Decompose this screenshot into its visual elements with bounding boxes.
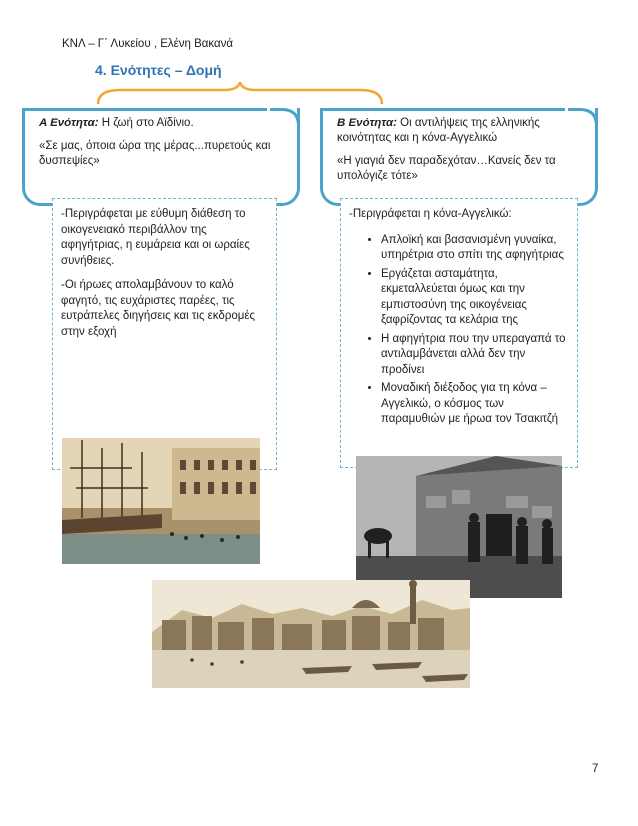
village-women-photo	[356, 456, 562, 598]
town-panorama-engraving	[152, 580, 470, 688]
unit-b-heading	[337, 116, 585, 146]
unit-a-description-box	[52, 198, 277, 470]
unit-a-quote: «Σε μας, όποια ώρα της μέρας...πυρετούς και δυσπεψίες»	[39, 140, 271, 167]
unit-a-corner-arc	[270, 108, 302, 138]
unit-a-heading	[39, 116, 287, 131]
unit-a-title: Η ζωή στο Αϊδίνιο.	[98, 117, 194, 129]
unit-b-label: Β Ενότητα:	[337, 117, 397, 129]
unit-b-description-box	[340, 198, 578, 468]
section-title: 4. Ενότητες – Δομή	[95, 62, 222, 78]
unit-b-box	[320, 108, 598, 206]
unit-b-desc-intro: -Περιγράφεται η κόνα-Αγγελικώ:	[349, 208, 512, 220]
unit-b-corner-arc	[568, 108, 600, 138]
unit-b-title: Οι αντιλήψεις της ελληνικής κοινότητας και η κόνα-Αγγελικώ	[337, 117, 540, 144]
unit-a-desc-1: -Περιγράφεται με εύθυμη διάθεση το οικογενειακό περιβάλλον της αφηγήτριας, η ευμάρεια και οι ωραίες συνήθειες.	[61, 208, 250, 267]
list-item: • Εργάζεται ασταμάτητα, εκμεταλλεύεται όμως και την εμπιστοσύνη της οικογένειας ξαφρίζοντας τα κελάρια της	[381, 267, 569, 329]
list-item: • Απλοϊκή και βασανισμένη γυναίκα, υπηρέτρια στο σπίτι της αφηγήτριας	[381, 233, 569, 264]
header-course-line: ΚΝΛ – Γ΄ Λυκείου , Ελένη Βακανά	[62, 38, 234, 50]
harbor-street-photo	[62, 438, 260, 564]
unit-a-box	[22, 108, 300, 206]
list-item: • Μοναδική διέξοδος για τη κόνα – Αγγελικώ, ο κόσμος των παραμυθιών με ήρωα τον Τσακιτζή	[381, 381, 569, 428]
page-number: 7	[592, 763, 599, 775]
list-item: • Η αφηγήτρια που την υπεραγαπά το αντιλαμβάνεται αλλά δεν την προδίνει	[381, 332, 569, 379]
unit-b-bullet-list	[349, 233, 569, 428]
curly-brace-connector	[90, 82, 390, 108]
unit-b-quote: «Η γιαγιά δεν παραδεχόταν…Κανείς δεν τα υπολόγιζε τότε»	[337, 155, 556, 182]
unit-a-label: Α Ενότητα:	[39, 117, 99, 129]
unit-a-desc-2: -Οι ήρωες απολαμβάνουν το καλό φαγητό, τις ευχάριστες παρέες, τις ευτράπελες διηγήσεις και τις εκδρομές στην εξοχή	[61, 279, 256, 338]
